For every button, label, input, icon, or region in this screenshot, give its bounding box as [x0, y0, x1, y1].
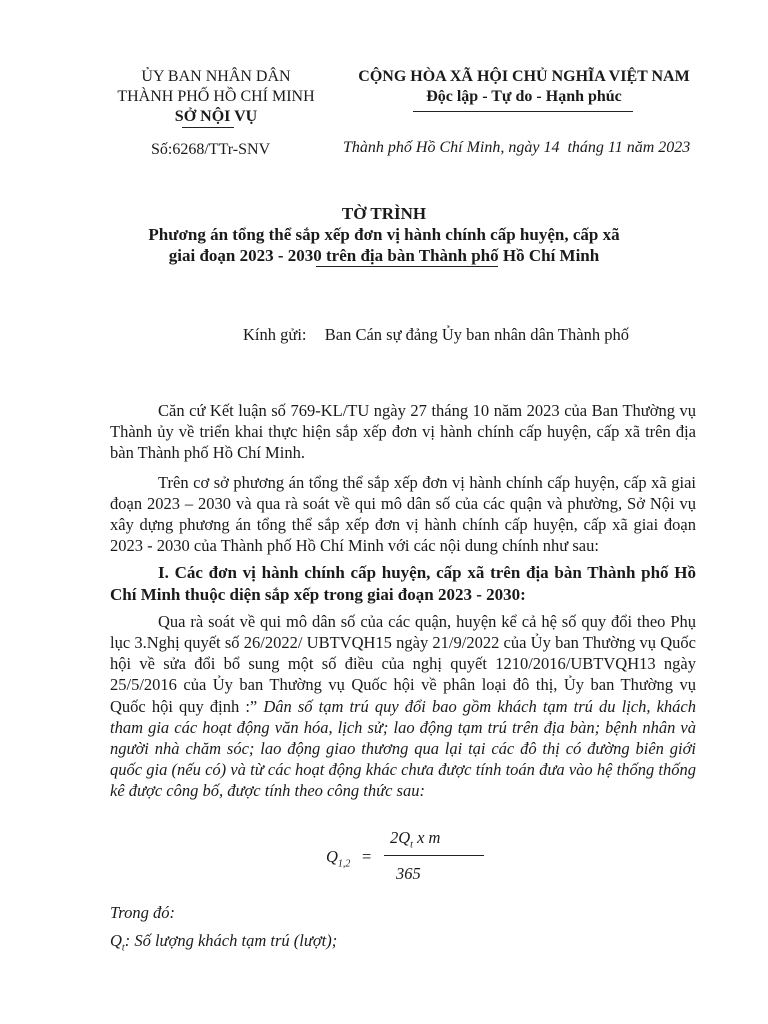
header-left [96, 67, 336, 127]
definitions-intro: Trong đó: [110, 903, 175, 922]
document-number: Số:6268/TTr-SNV [151, 141, 271, 158]
header-right [336, 67, 712, 107]
title-line-1: Phương án tổng thể sắp xếp đơn vị hành chính cấp huyện, cấp xã [148, 225, 620, 244]
formula-lhs-sub: 1,2 [337, 858, 351, 870]
recipient-label: Kính gửi: [243, 325, 307, 344]
paragraph-review [110, 611, 696, 802]
formula-num-sub: t [410, 839, 413, 851]
definition-qt-var: Q [110, 931, 122, 950]
definition-qt [110, 930, 337, 958]
agency-city: THÀNH PHỐ HỒ CHÍ MINH [117, 88, 315, 105]
formula-num-coef: 2Q [390, 828, 411, 847]
paragraph-scope: Trên cơ sở phương án tổng thể sắp xếp đơn vị hành chính cấp huyện, cấp xã giai đoạn 2023 – 2030 và qua rà soát về qui mô dân số của các quận và phường, Sở Nội vụ xây dựng phương án tổng thể sắp xếp đơn vị hành chính cấp huyện, cấp xã giai đoạn 2023 - 2030 của Thành phố Hồ Chí Minh với các nội dung chính như sau: [110, 472, 696, 556]
paragraph-review-text: Qua rà soát về qui mô dân số của các quận, huyện kể cả hệ số quy đổi theo Phụ lục 3.Nghị quyết số 26/2022/ UBTVQH15 ngày 21/9/2022 của Ủy ban Thường vụ Quốc hội về sửa đổi bổ sung một số điều của nghị quyết 1210/2016/UBTVQH13 ngày 25/5/2016 của Ủy ban Thường vụ Quốc hội về phân loại đô thị, Ủy ban Thường vụ Quốc hội quy định :” [110, 611, 696, 716]
motto-underline [413, 111, 633, 112]
section-1-heading: I. Các đơn vị hành chính cấp huyện, cấp xã trên địa bàn Thành phố Hồ Chí Minh thuộc diện sắp xếp trong giai đoạn 2023 - 2030: [110, 563, 696, 604]
fraction-bar [384, 855, 484, 856]
definition-qt-desc: : Số lượng khách tạm trú (lượt); [124, 931, 338, 950]
document-type: TỜ TRÌNH [341, 204, 427, 223]
formula-num-rest: x m [412, 828, 441, 847]
paragraph-legal-basis: Căn cứ Kết luận số 769-KL/TU ngày 27 tháng 10 năm 2023 của Ban Thường vụ Thành ủy về triển khai thực hiện sắp xếp đơn vị hành chính cấp huyện, cấp xã trên địa bàn Thành phố Hồ Chí Minh. [110, 401, 696, 463]
place-date [343, 138, 690, 158]
definitions [110, 902, 337, 958]
title-block [100, 203, 668, 266]
date-year: năm 2023 [622, 139, 691, 156]
title-line-2: giai đoạn 2023 - 2030 trên địa bàn Thành phố Hồ Chí Minh [168, 246, 600, 265]
date-day: 14 [543, 139, 560, 156]
national-motto: Độc lập - Tự do - Hạnh phúc [426, 88, 622, 105]
formula-lhs-var: Q [326, 847, 338, 866]
formula-numerator [390, 828, 440, 850]
agency-name: SỞ NỘI VỤ [174, 108, 258, 125]
formula-lhs [326, 847, 350, 869]
recipient-name: Ban Cán sự đảng Ủy ban nhân dân Thành phố [324, 325, 629, 344]
national-title: CỘNG HÒA XÃ HỘI CHỦ NGHĨA VIỆT NAM [358, 68, 690, 85]
title-underline [316, 266, 498, 267]
date-month-label: tháng [559, 139, 608, 156]
formula-denominator: 365 [396, 864, 421, 883]
definition-qt-sub: t [121, 942, 125, 954]
date-month: 11 [607, 139, 623, 156]
document-body [110, 400, 696, 802]
paragraph-review-quote: Dân số tạm trú quy đổi bao gồm khách tạm trú du lịch, khách tham gia các hoạt động văn hóa, lịch sử; lao động tạm trú trên địa bàn; bệnh nhân và người nhà chăm sóc; lao động giao thương qua lại tại các đô thị có đường biên giới quốc gia (nếu có) và từ các hoạt động khác chưa được tính toán đưa vào hệ thống thống kê được công bố, được tính theo công thức sau: [110, 696, 696, 801]
agency-underline [182, 127, 234, 128]
recipient [243, 325, 629, 345]
formula-equals: = [362, 847, 372, 866]
place-date-prefix: Thành phố Hồ Chí Minh, ngày [343, 139, 544, 156]
agency-parent: ỦY BAN NHÂN DÂN [141, 68, 291, 85]
